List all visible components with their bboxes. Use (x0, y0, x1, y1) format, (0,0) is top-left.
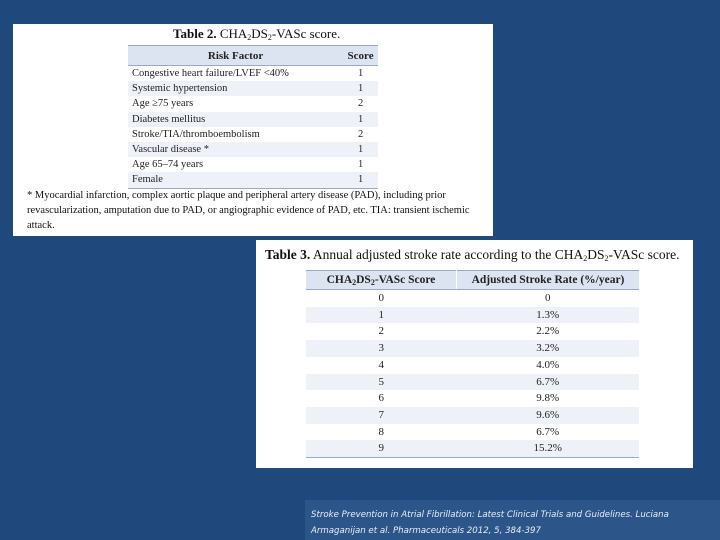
table-row (128, 96, 378, 111)
stroke-rate-header: Adjusted Stroke Rate (%/year) (457, 271, 640, 290)
table-row (128, 81, 378, 96)
citation-line-2: Armaganijan et al. Pharmaceuticals 2012, 5, 384-397 (311, 526, 541, 536)
risk-factor-table (128, 45, 378, 189)
table-row (128, 66, 378, 82)
table3-caption: Table 3. Annual adjusted stroke rate according to the $CHA_2DS_2$-VASc score. (265, 247, 680, 263)
score-cell: 1 (357, 68, 364, 79)
vasc-score-cell: 3 (378, 342, 384, 355)
stroke-rate-cell: 3.2% (536, 342, 560, 355)
vasc-score-cell: 0 (378, 292, 384, 304)
table-row (306, 357, 639, 374)
vasc-score-cell: 6 (378, 392, 384, 405)
table2-caption: Table 2. $CHA_2DS_2$-VASc score. (173, 26, 341, 42)
stroke-rate-cell: 9.8% (536, 392, 560, 405)
table2-panel (13, 24, 493, 236)
table-row (306, 340, 639, 357)
stroke-rate-table (306, 270, 639, 458)
stroke-rate-cell: 6.7% (536, 425, 560, 438)
table-header-row (128, 46, 378, 66)
stroke-rate-cell: 0 (545, 292, 551, 304)
vasc-score-cell: 1 (378, 308, 384, 321)
risk-factor-cell: Age ≥75 years (132, 98, 194, 110)
table-row (306, 424, 639, 441)
citation-box (305, 500, 720, 540)
table-row (128, 142, 378, 157)
table2-footnote: * Myocardial infarction, complex aortic plaque and peripheral artery disease (PAD), including prior revascularization, amputation due to PAD, or angiographic evidence of PAD, etc. TIA: transient ischemic attack. (27, 190, 470, 231)
risk-factor-cell: Vascular disease * (132, 144, 209, 156)
vasc-score-cell: 9 (306, 440, 457, 457)
table-row (128, 172, 378, 188)
table-row (306, 290, 639, 307)
score-cell: 1 (357, 159, 364, 171)
table-row (306, 323, 639, 340)
risk-factor-cell: Female (128, 172, 343, 188)
vasc-score-cell: 8 (378, 425, 384, 438)
stroke-rate-cell: 2.2% (536, 325, 560, 338)
risk-factor-cell: Age 65–74 years (132, 159, 204, 171)
risk-factor-cell: Systemic hypertension (132, 83, 228, 95)
table-row (128, 112, 378, 127)
table3-panel (256, 240, 693, 468)
citation-line-1: Stroke Prevention in Atrial Fibrillation: Latest Clinical Trials and Guidelines. Luciana (311, 510, 669, 520)
score-cell: 1 (357, 144, 364, 156)
vasc-score-header: $CHA_2DS_2$-VASc Score (306, 271, 457, 290)
table-row (306, 390, 639, 407)
score-cell: 2 (357, 128, 364, 140)
table-header-row (306, 271, 639, 290)
score-cell: 2 (357, 98, 364, 110)
table-row (128, 157, 378, 172)
score-header: Score (343, 46, 378, 66)
vasc-score-cell: 7 (378, 408, 384, 421)
score-cell: 1 (357, 83, 364, 95)
stroke-rate-cell: 4.0% (536, 358, 560, 371)
score-cell: 1 (357, 113, 364, 125)
risk-factor-cell: Diabetes mellitus (132, 113, 206, 125)
table-row (128, 127, 378, 142)
vasc-score-cell: 5 (378, 375, 384, 388)
vasc-score-cell: 4 (378, 358, 384, 371)
vasc-score-cell: 2 (378, 325, 384, 338)
stroke-rate-cell: 6.7% (536, 375, 560, 388)
risk-factor-cell: Congestive heart failure/LVEF <40% (132, 68, 289, 79)
risk-factor-cell: Stroke/TIA/thromboembolism (132, 128, 260, 140)
table-row (306, 440, 639, 457)
stroke-rate-cell: 9.6% (536, 408, 560, 421)
score-cell: 1 (343, 172, 378, 188)
stroke-rate-cell: 15.2% (457, 440, 640, 457)
risk-factor-header: Risk Factor (128, 46, 343, 66)
stroke-rate-cell: 1.3% (536, 308, 560, 321)
table-row (306, 374, 639, 391)
table-row (306, 407, 639, 424)
table-row (306, 307, 639, 324)
